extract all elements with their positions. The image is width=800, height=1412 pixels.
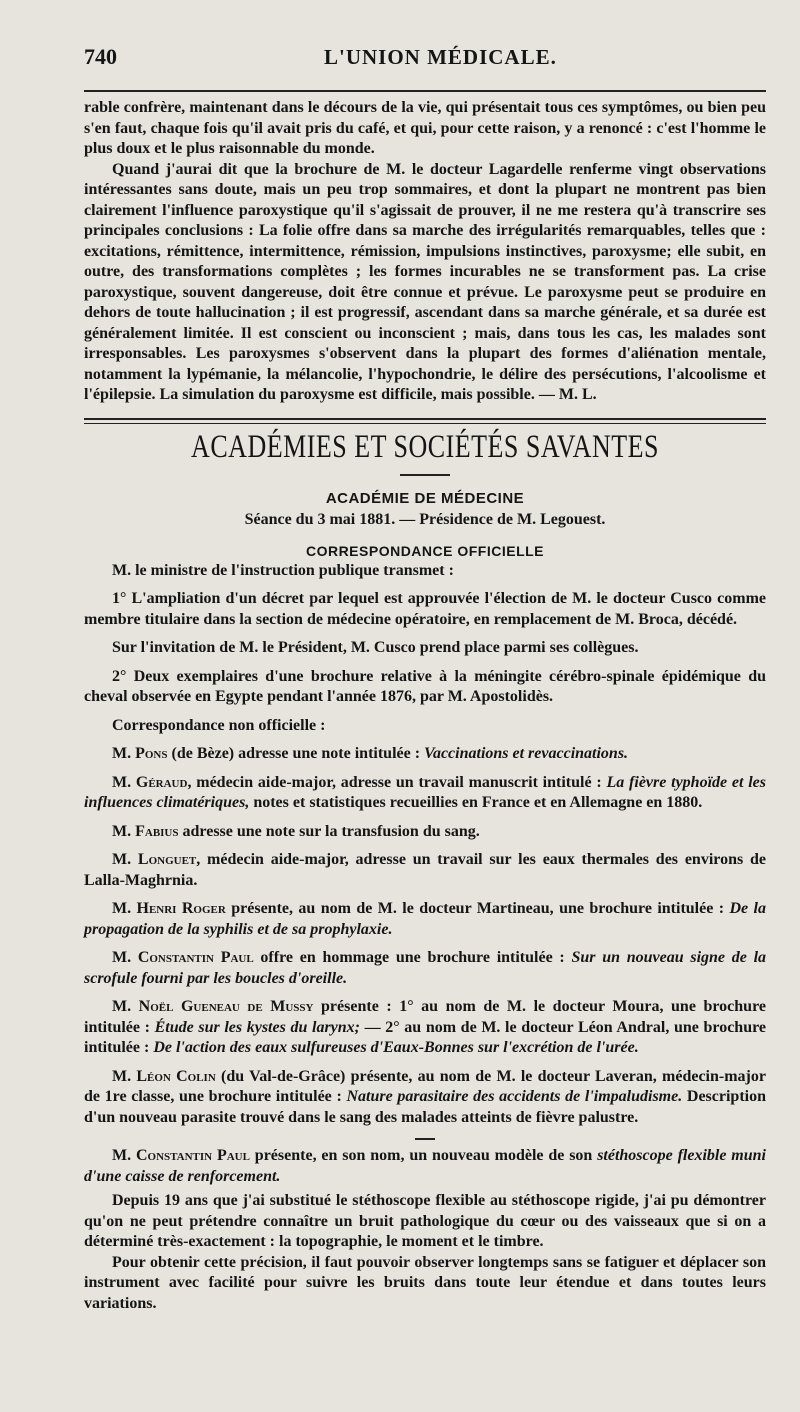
entry-roger — [84, 899, 766, 940]
section-divider — [84, 418, 766, 424]
running-head: L'UNION MÉDICALE. — [324, 45, 557, 69]
entry-paul-stethoscope — [84, 1146, 766, 1187]
intro-paragraph-2: Quand j'aurai dit que la brochure de M. le docteur Lagardelle renferme vingt observations intéressantes sans doute, mais un peu trop sommaires, et dont la plupart ne montrent pas bien clairement l'influence paroxystique qu'il s'agissait de prouver, il ne me restera qu'à transcrire ses principales conclusions : La folie offre dans sa marche des irrégularités remarquables, telles que : excitations, rémittence, intermittence, rémission, impulsions instinctives, paroxysme; elle subit, en outre, des transformations complètes ; les formes incurables ne se transforment pas. La crise paroxystique, souvent dangereuse, doit être connue et prévue. Le paroxysme peut se produire en dehors de toute hallucination ; il est progressif, ascendant dans sa marche générale, et sa durée est généralement limitée. Il est conscient ou inconscient ; mais, dans tous les cas, les malades sont irresponsables. Les paroxysmes s'observent dans la plupart des formes d'aliénation mentale, notamment la lypémanie, la mélancolie, l'hypochondrie, le délire des persécutions, l'alcoolisme et l'épilepsie. La simulation du paroxysme est difficile, mais possible. — M. L. — [84, 160, 766, 403]
work-title: La fièvre typhoïde et les influences climatériques, — [84, 773, 767, 811]
author-name: M. Constantin Paul — [112, 1147, 250, 1164]
author-name: M. Noël Gueneau de Mussy — [112, 998, 314, 1015]
author-name: M. Géraud — [112, 773, 188, 791]
author-name: M. Pons — [112, 745, 168, 762]
minister-line: M. le ministre de l'instruction publique transmet : — [112, 561, 454, 579]
invitation-line: Sur l'invitation de M. le Président, M. Cusco prend place parmi ses collègues. — [112, 639, 639, 656]
work-title: Vaccinations et revaccinations. — [424, 745, 629, 762]
entry-fabius — [84, 822, 766, 843]
corr-non-officielle: Correspondance non officielle : — [112, 716, 326, 734]
paragraph-depuis: Depuis 19 ans que j'ai substitué le stéthoscope flexible au stéthoscope rigide, j'ai pu démontrer qu'on ne peut prétendre connaître un bruit pathologique du cœur ou des vaisseaux que si on a déterminé très-exactement : la topographie, le moment et le timbre. — [84, 1192, 766, 1250]
title-rule — [400, 474, 450, 476]
work-title: Étude sur les kystes du larynx; — [154, 1018, 360, 1036]
author-name: M. Léon Colin — [112, 1067, 216, 1085]
intro-paragraph-1: rable confrère, maintenant dans le décours de la vie, qui présentait tous ces symptômes, ou bien peu s'en faut, chaque fois qu'il avait pris du café, et qui, pour cette raison, y a renoncé : c'est l'homme le plus doux et le plus raisonnable du monde. — [84, 99, 766, 157]
entry-text: Description d'un nouveau parasite trouvé dans le sang des malades atteints de fièvre palustre. — [84, 1088, 766, 1126]
header-rule — [84, 90, 766, 92]
work-title: stéthoscope flexible muni d'une caisse de renforcement. — [84, 1147, 766, 1185]
seance-line: Séance du 3 mai 1881. — Présidence de M. Legouest. — [244, 510, 606, 528]
entry-colin — [84, 1067, 766, 1129]
entry-text: offre en hommage une brochure intitulée : — [253, 949, 572, 966]
entry-text: présente : 1° au nom de M. le docteur Moura, une brochure intitulée : — [84, 998, 766, 1036]
entry-text: , médecin aide-major, adresse un travail sur les eaux thermales des environs de Lalla-Maghrnia. — [84, 851, 766, 889]
author-name: M. Fabius — [112, 822, 179, 840]
entry-paul — [84, 948, 766, 989]
entry-text: adresse une note sur la transfusion du sang. — [178, 822, 480, 840]
entry-text: notes et statistiques recueillies en France et en Allemagne en 1880. — [249, 794, 703, 811]
entry-text: — 2° au nom de M. le docteur Léon Andral, une brochure intitulée : — [84, 1018, 767, 1056]
entry-text: présente, au nom de M. le docteur Martineau, une brochure intitulée : — [225, 900, 730, 917]
correspondence-heading: CORRESPONDANCE OFFICIELLE — [305, 542, 545, 559]
item-1: 1° L'ampliation d'un décret par lequel est approuvée l'élection de M. le docteur Cusco comme membre titulaire dans la section de médecine opératoire, en remplacement de M. Broca, décédé. — [84, 590, 766, 628]
entry-text: (de Bèze) adresse une note intitulée : — [167, 745, 425, 762]
section-title: ACADÉMIES ET SOCIÉTÉS SAVANTES — [191, 427, 659, 464]
entry-pons — [84, 744, 766, 765]
work-title: De l'action des eaux sulfureuses d'Eaux-Bonnes sur l'excrétion de l'urée. — [153, 1039, 639, 1056]
page-header — [84, 44, 766, 84]
author-name: M. Longuet — [112, 851, 197, 868]
page-number: 740 — [84, 44, 117, 69]
entry-separator — [415, 1138, 435, 1140]
item-2: 2° Deux exemplaires d'une brochure relative à la méningite cérébro-spinale épidémique du cheval observée en Egypte pendant l'année 1876, par M. Apostolidès. — [84, 667, 766, 705]
work-title: De la propagation de la syphilis et de sa prophylaxie. — [84, 900, 766, 938]
paragraph-pour: Pour obtenir cette précision, il faut pouvoir observer longtemps sans se fatiguer et déplacer son instrument avec facilité pour suivre les bruits dans toute leur étendue et dans toutes leurs variations. — [84, 1253, 766, 1312]
entry-text: (du Val-de-Grâce) présente, au nom de M. le docteur Laveran, médecin-major de 1re classe, une brochure intitulée : — [84, 1067, 766, 1105]
work-title: Sur un nouveau signe de la scrofule fourni par les boucles d'oreille. — [84, 949, 767, 987]
author-name: M. Constantin Paul — [112, 949, 254, 966]
work-title: Nature parasitaire des accidents de l'impaludisme. — [346, 1088, 683, 1105]
entry-text: présente, en son nom, un nouveau modèle de son — [249, 1147, 598, 1164]
entry-text: , médecin aide-major, adresse un travail manuscrit intitulé : — [187, 773, 607, 791]
author-name: M. Henri Roger — [112, 900, 226, 917]
entry-longuet — [84, 850, 766, 891]
entry-geraud — [84, 773, 766, 814]
entry-gueneau — [84, 997, 766, 1059]
academy-heading: ACADÉMIE DE MÉDECINE — [325, 489, 525, 507]
